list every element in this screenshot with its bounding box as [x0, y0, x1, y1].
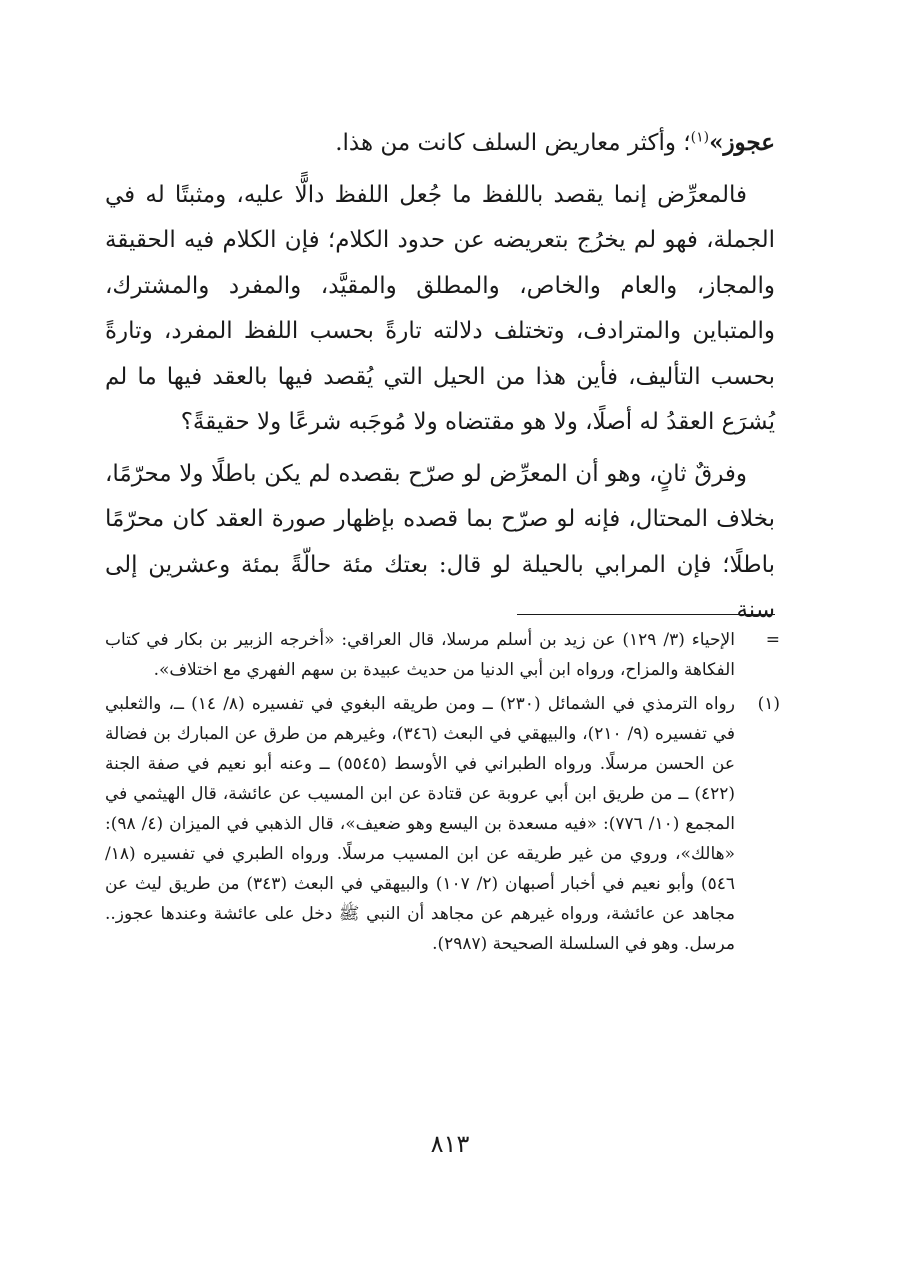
footnote-text: الإحياء (٣/ ١٢٩) عن زيد بن أسلم مرسلا، قال العراقي: «أخرجه الزبير بن بكار في كتاب الفكاهة والمزاح، ورواه ابن أبي الدنيا من حديث عبيدة بن سهم الفهري مع اختلاف». — [105, 630, 735, 680]
footnote-reference[interactable]: (١) — [690, 129, 710, 146]
page-number: ٨١٣ — [430, 1130, 470, 1158]
paragraph-1-text: ؛ وأكثر معاريض السلف كانت من هذا. — [335, 130, 691, 156]
footnote-1 — [105, 689, 780, 959]
footnote-mark: (١) — [757, 694, 780, 714]
main-text — [105, 120, 775, 640]
paragraph-3: وفرقٌ ثانٍ، وهو أن المعرِّض لو صرّح بقصده لم يكن باطلًا ولا محرّمًا، بخلاف المحتال، فإنه لو صرّح بما قصده بإظهار صورة العقد كان محرّمًا باطلًا؛ فإن المرابي بالحيلة لو قال: بعتك مئة حالّةً بمئة وعشرين إلى سنة — [105, 460, 775, 623]
paragraph-1 — [105, 120, 775, 167]
footnote-separator — [517, 614, 775, 615]
footnotes — [105, 625, 780, 963]
footnote-continuation — [105, 625, 780, 685]
footnote-mark: = — [765, 630, 780, 650]
paragraph-2: فالمعرِّض إنما يقصد باللفظ ما جُعل اللفظ دالًّا عليه، ومثبتًا له في الجملة، فهو لم يخرُج بتعريضه عن حدود الكلام؛ فإن الكلام فيه الحقيقة والمجاز، والعام والخاص، والمطلق والمقيَّد، والمفرد والمشترك، والمتباين والمترادف، وتختلف دلالته تارةً بحسب اللفظ المفرد، وتارةً بحسب التأليف، فأين هذا من الحيل التي يُقصد فيها بالعقد فيها ما لم يُشرَع العقدُ له أصلًا، ولا هو مقتضاه ولا مُوجَبه شرعًا ولا حقيقةً؟ — [105, 181, 775, 435]
footnote-text: رواه الترمذي في الشمائل (٢٣٠) ــ ومن طريقه البغوي في تفسيره (٨/ ١٤) ــ، والثعلبي في تفسيره (٩/ ٢١٠)، والبيهقي في البعث (٣٤٦)، وغيرهم من طرق عن المبارك بن فضالة عن الحسن مرسلًا. ورواه الطبراني في الأوسط (٥٥٤٥) ــ وعنه أبو نعيم في صفة الجنة (٤٢٢) ــ من طريق ابن أبي عروبة عن قتادة عن ابن المسيب عن عائشة، قال الهيثمي في المجمع (١٠/ ٧٧٦): «فيه مسعدة بن اليسع وهو ضعيف»، قال الذهبي في الميزان (٤/ ٩٨): «هالك»، وروي من غير طريقه عن ابن المسيب مرسلًا. ورواه الطبري في تفسيره (١٨/ ٥٤٦) وأبو نعيم في أخبار أصبهان (٢/ ١٠٧) والبيهقي في البعث (٣٤٣) من طريق ليث عن مجاهد عن عائشة، ورواه غيرهم عن مجاهد أن النبي ﷺ دخل على عائشة وعندها عجوز.. مرسل. وهو في السلسلة الصحيحة (٢٩٨٧). — [105, 694, 735, 954]
quoted-word: عجوز» — [709, 129, 775, 156]
